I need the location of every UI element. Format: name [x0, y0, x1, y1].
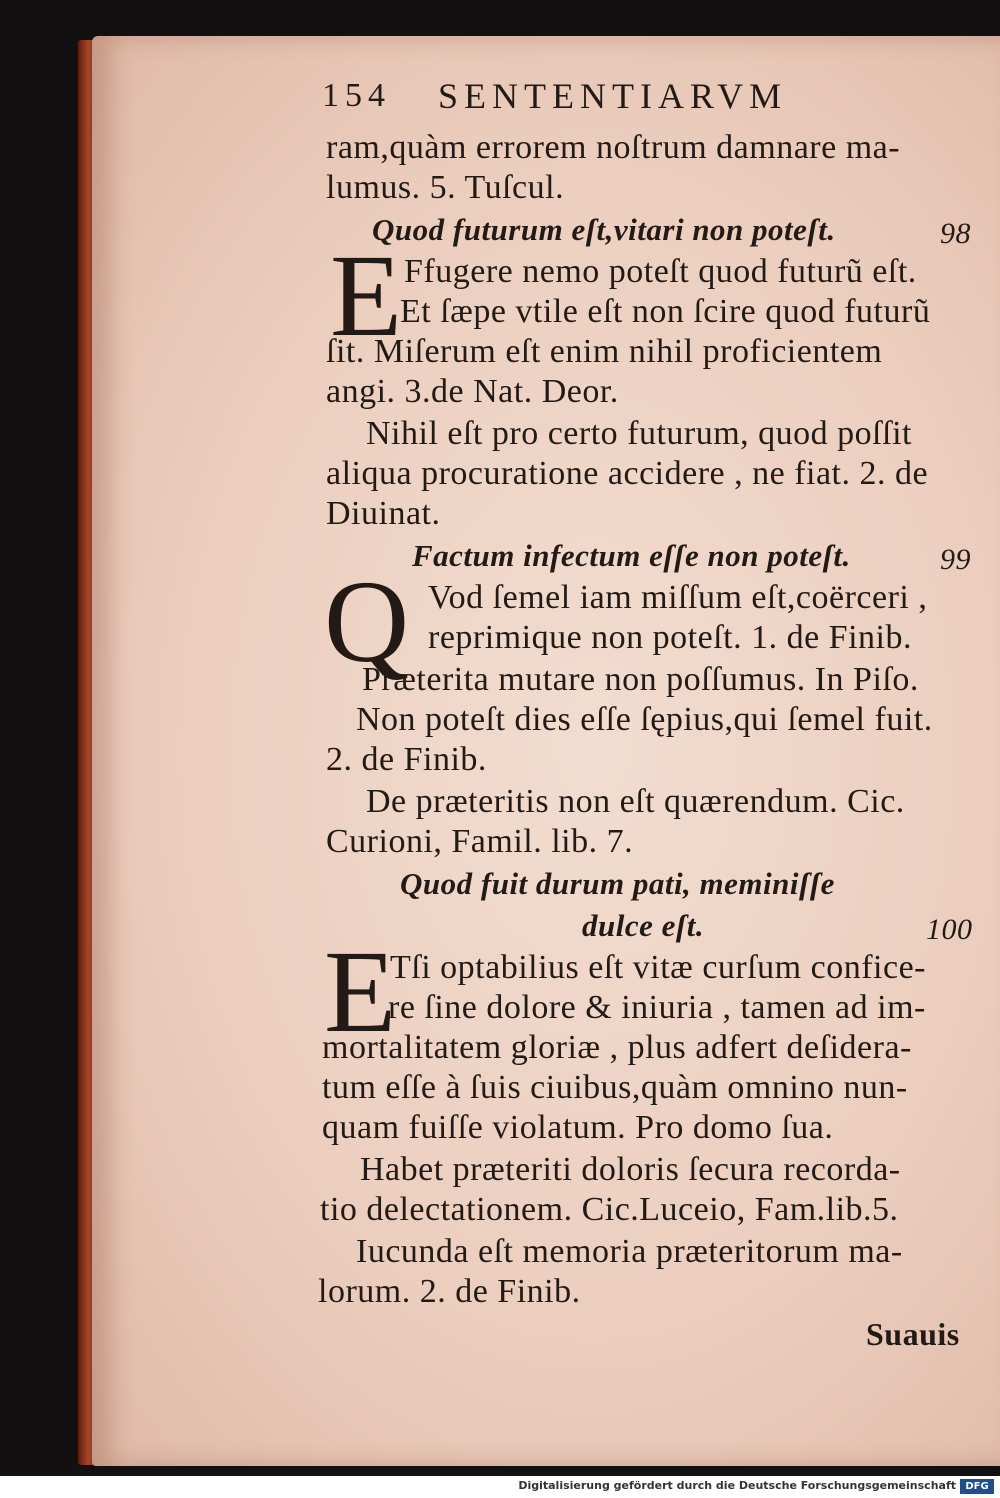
text-line: Habet præteriti doloris ſecura recorda-	[360, 1151, 901, 1188]
drop-cap: E	[330, 230, 403, 361]
text-line: tio delectationem. Cic.Luceio, Fam.lib.5.	[320, 1191, 899, 1228]
text-line: Tſi optabilius eſt vitæ curſum confice-	[390, 949, 926, 986]
text-line: aliqua procuratione accidere , ne fiat. 2. de	[326, 455, 929, 492]
section-heading: Quod futurum eſt,vitari non poteſt.	[372, 212, 836, 247]
text-line: De præteritis non eſt quærendum. Cic.	[366, 783, 905, 820]
section-number: 99	[940, 543, 971, 576]
text-line: lorum. 2. de Finib.	[318, 1273, 581, 1310]
text-line: Diuinat.	[326, 495, 441, 532]
text-line: Vod ſemel iam miſſum eſt,coërceri ,	[428, 579, 928, 616]
page-number: 154	[322, 77, 391, 114]
text-line: ſit. Miſerum eſt enim nihil proficientem	[326, 333, 883, 370]
dfg-logo-icon: DFG	[960, 1479, 994, 1494]
text-line: Et ſæpe vtile eſt non ſcire quod futurũ	[400, 293, 931, 330]
section-number: 100	[926, 913, 973, 946]
section-number: 98	[940, 217, 971, 250]
text-line: re ſine dolore & iniuria , tamen ad im-	[388, 989, 926, 1026]
text-line: mortalitatem gloriæ , plus adfert deſidera-	[322, 1029, 912, 1066]
text-line: reprimique non poteſt. 1. de Finib.	[428, 619, 912, 656]
text-line: angi. 3.de Nat. Deor.	[326, 373, 619, 410]
text-line: Curioni, Famil. lib. 7.	[326, 823, 634, 860]
text-line: Non poteſt dies eſſe ſępius,qui ſemel fuit.	[356, 701, 933, 738]
drop-cap: Q	[324, 556, 410, 687]
text-line: 2. de Finib.	[326, 741, 487, 778]
drop-cap: E	[324, 926, 397, 1057]
text-line: Nihil eſt pro certo futurum, quod poſſit	[366, 415, 912, 452]
text-line: ram,quàm errorem noſtrum damnare ma-	[326, 129, 901, 166]
section-heading-continued: dulce eſt.	[582, 908, 705, 943]
section-heading: Quod fuit durum pati, meminiſſe	[400, 866, 835, 901]
text-line: Iucunda eſt memoria præteritorum ma-	[356, 1233, 903, 1270]
section-heading: Factum infectum eſſe non poteſt.	[412, 538, 851, 573]
text-line: Præterita mutare non poſſumus. In Piſo.	[362, 661, 919, 698]
running-head: SENTENTIARVM	[438, 76, 788, 116]
footer-credit: Digitalisierung gefördert durch die Deutsche Forschungsgemeinschaft	[518, 1479, 956, 1492]
text-line: tum eſſe à ſuis ciuibus,quàm omnino nun-	[322, 1069, 908, 1106]
catchword: Suauis	[866, 1316, 960, 1352]
text-line: Ffugere nemo poteſt quod futurũ eſt.	[404, 253, 917, 290]
text-line: quam fuiſſe violatum. Pro domo ſua.	[322, 1109, 834, 1146]
text-line: lumus. 5. Tuſcul.	[326, 169, 565, 206]
digitization-footer	[0, 1476, 1000, 1498]
